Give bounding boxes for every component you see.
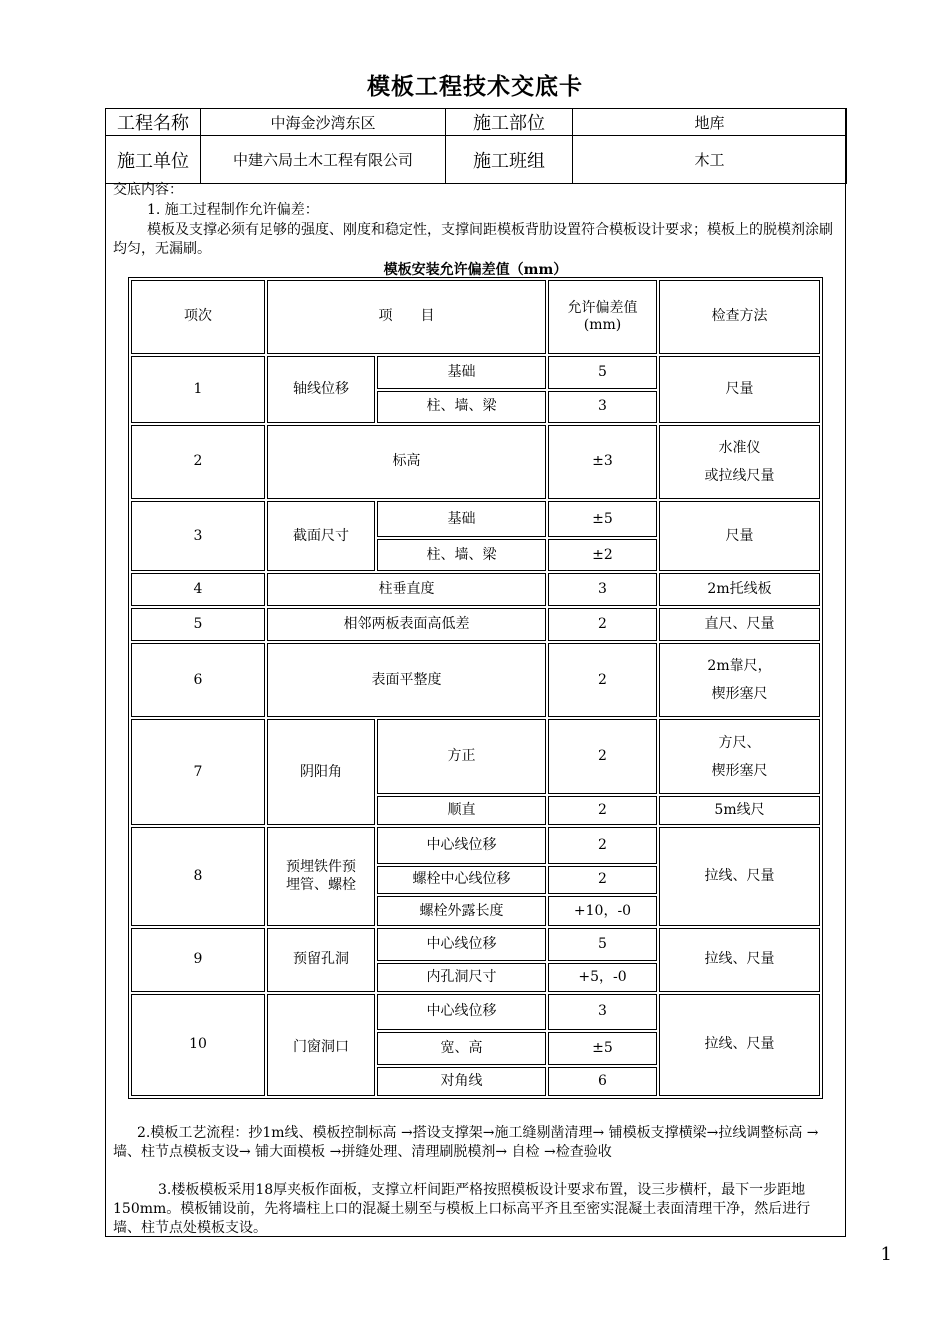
row7-item: 阴阳角: [267, 719, 375, 825]
row10-tol3: 6: [548, 1067, 657, 1096]
section1-text: 模板及支撑必须有足够的强度、刚度和稳定性，支撑间距模板背肋设置符合模板设计要求；模板上的脱模剂涂刷均匀，无漏刷。: [113, 222, 833, 257]
row8-sub1: 中心线位移: [377, 827, 546, 863]
row10-tol1: 3: [548, 994, 657, 1030]
page-title: 模板工程技术交底卡: [367, 74, 583, 100]
row1-sub2: 柱、墙、梁: [377, 391, 546, 423]
row9-sub1: 中心线位移: [377, 928, 546, 961]
row6-tol: 2: [548, 643, 657, 717]
row5-tol: 2: [548, 608, 657, 641]
row1-item: 轴线位移: [267, 356, 375, 423]
team-label: 施工班组: [446, 136, 573, 184]
part-value: 地库: [573, 109, 847, 136]
row6-method: [659, 643, 820, 717]
col-header-tolerance: [548, 280, 657, 354]
row8-tol2: 2: [548, 866, 657, 895]
row4-tol: 3: [548, 573, 657, 606]
row3-sub2: 柱、墙、梁: [377, 539, 546, 571]
row7-no: 7: [131, 719, 265, 825]
row3-item: 截面尺寸: [267, 501, 375, 571]
row8-tol1: 2: [548, 827, 657, 863]
row7-method1: [659, 719, 820, 793]
unit-label: 施工单位: [106, 136, 201, 184]
row8-tol3: +10，-0: [548, 896, 657, 926]
header-table: [105, 108, 847, 184]
row9-tol1: 5: [548, 928, 657, 961]
row7-sub1: 方正: [377, 719, 546, 793]
section2-text: 2.模板工艺流程：抄1m线、模板控制标高 →搭设支撑架→施工缝剔凿清理→ 铺模板支撑横梁→拉线调整标高 →墙、柱节点模板支设→ 铺大面模板 →拼缝处理、清理刷脱模剂→ 自检 →检查验收: [113, 1125, 819, 1160]
row2-method: [659, 425, 820, 499]
row9-item: 预留孔洞: [267, 928, 375, 992]
col-header-tolerance-line1: 允许偏差值: [567, 299, 638, 316]
project-name-value: 中海金沙湾东区: [201, 109, 446, 136]
row6-item: 表面平整度: [267, 643, 546, 717]
row1-sub1: 基础: [377, 356, 546, 389]
row3-no: 3: [131, 501, 265, 571]
row4-method: 2m托线板: [659, 573, 820, 606]
row8-method: 拉线、尺量: [659, 827, 820, 926]
row10-item: 门窗洞口: [267, 994, 375, 1096]
team-value: 木工: [573, 136, 847, 184]
row10-no: 10: [131, 994, 265, 1096]
row1-tol1: 5: [548, 356, 657, 389]
content-label: 交底内容：: [113, 182, 183, 198]
row2-tol: ±3: [548, 425, 657, 499]
page-number: 1: [880, 1244, 892, 1265]
row1-no: 1: [131, 356, 265, 423]
row9-method: 拉线、尺量: [659, 928, 820, 992]
table-title: 模板安装允许偏差值（mm）: [383, 262, 568, 278]
row7-method1-line1: 方尺、: [718, 734, 761, 751]
row8-item-line1: 预埋铁件预: [286, 859, 356, 876]
row10-tol2: ±5: [548, 1032, 657, 1065]
row8-sub2: 螺栓中心线位移: [377, 866, 546, 895]
row1-method: 尺量: [659, 356, 820, 423]
row5-method: 直尺、尺量: [659, 608, 820, 641]
row2-method-line1: 水准仪: [718, 440, 761, 457]
row10-sub3: 对角线: [377, 1067, 546, 1096]
row8-item: [267, 827, 375, 926]
row6-method-line1: 2m靠尺，: [707, 658, 772, 675]
row4-item: 柱垂直度: [267, 573, 546, 606]
col-header-method: 检查方法: [659, 280, 820, 354]
row6-method-line2: 楔形塞尺: [711, 686, 768, 703]
section3-text: 3.楼板模板采用18厚夹板作面板，支撑立杆间距严格按照模板设计要求布置，设三步横杆，最下一步距地150mm。模板铺设前，先将墙柱上口的混凝土剔至与模板上口标高平齐且至密实混凝土表面清理干净，然后进行墙、柱节点处模板支设。: [113, 1182, 811, 1236]
row8-sub3: 螺栓外露长度: [377, 896, 546, 926]
col-header-tolerance-line2: (mm): [583, 317, 622, 334]
row8-item-line2: 埋管、螺栓: [286, 876, 356, 893]
row7-method2: 5m线尺: [659, 796, 820, 826]
part-label: 施工部位: [446, 109, 573, 136]
row10-sub2: 宽、高: [377, 1032, 546, 1065]
row9-sub2: 内孔洞尺寸: [377, 963, 546, 992]
row7-method1-line2: 楔形塞尺: [711, 762, 768, 779]
row9-no: 9: [131, 928, 265, 992]
row3-tol1: ±5: [548, 501, 657, 537]
col-header-no: 项次: [131, 280, 265, 354]
row10-sub1: 中心线位移: [377, 994, 546, 1030]
row7-sub2: 顺直: [377, 796, 546, 826]
row7-tol2: 2: [548, 796, 657, 826]
row2-item: 标高: [267, 425, 546, 499]
row3-sub1: 基础: [377, 501, 546, 537]
project-name-label: 工程名称: [106, 109, 201, 136]
row4-no: 4: [131, 573, 265, 606]
row6-no: 6: [131, 643, 265, 717]
row10-method: 拉线、尺量: [659, 994, 820, 1096]
row5-item: 相邻两板表面高低差: [267, 608, 546, 641]
row3-method: 尺量: [659, 501, 820, 571]
row7-tol1: 2: [548, 719, 657, 793]
section1-title: 1. 施工过程制作允许偏差：: [147, 202, 319, 218]
col-header-item: 项 目: [267, 280, 546, 354]
row3-tol2: ±2: [548, 539, 657, 571]
row8-no: 8: [131, 827, 265, 926]
row1-tol2: 3: [548, 391, 657, 423]
row5-no: 5: [131, 608, 265, 641]
row2-no: 2: [131, 425, 265, 499]
tolerance-table: [128, 277, 823, 1099]
unit-value: 中建六局土木工程有限公司: [201, 136, 446, 184]
row9-tol2: +5，-0: [548, 963, 657, 992]
row2-method-line2: 或拉线尺量: [704, 468, 775, 485]
